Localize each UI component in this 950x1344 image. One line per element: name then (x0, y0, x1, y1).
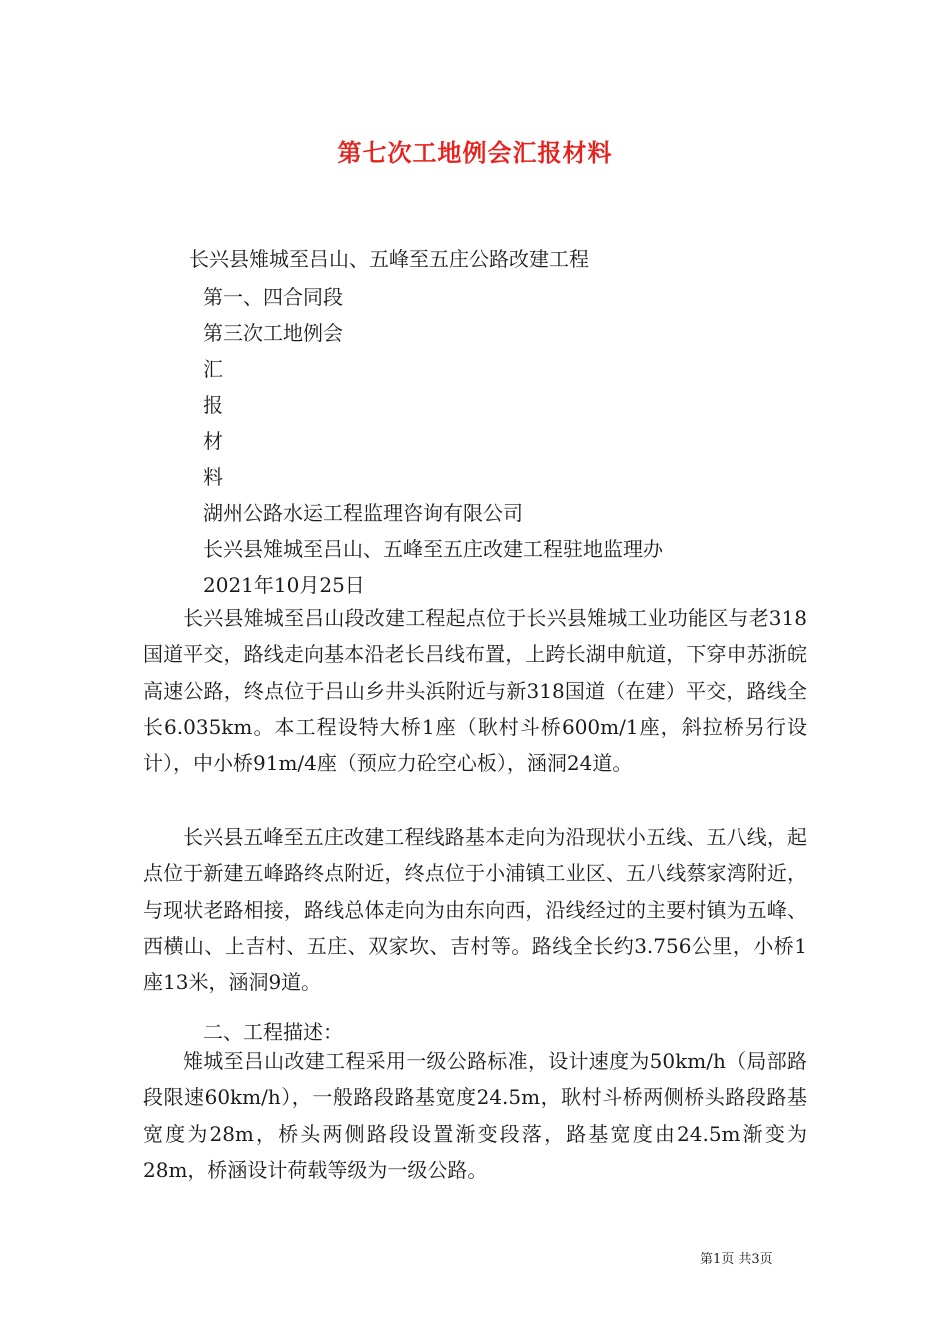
page-number: 第1页 共3页 (700, 1252, 773, 1267)
cover-date: 2021年10月25日 (203, 573, 365, 597)
cover-meeting: 第三次工地例会 (203, 321, 343, 345)
cover-supervision-office: 长兴县雉城至吕山、五峰至五庄改建工程驻地监理办 (203, 537, 663, 561)
document-title: 第七次工地例会汇报材料 (337, 139, 613, 167)
cover-vertical-char: 报 (203, 393, 223, 417)
cover-vertical-char: 材 (203, 429, 223, 453)
section-heading: 二、工程描述： (203, 1020, 343, 1044)
cover-vertical-char: 料 (203, 465, 223, 489)
cover-project-name: 长兴县雉城至吕山、五峰至五庄公路改建工程 (189, 247, 589, 271)
cover-contract-section: 第一、四合同段 (203, 285, 343, 309)
paragraph-project-2: 长兴县五峰至五庄改建工程线路基本走向为沿现状小五线、五八线，起点位于新建五峰路终点附近，终点位于小浦镇工业区、五八线蔡家湾附近，与现状老路相接，路线总体走向为由东向西，沿线经过的主要村镇为五峰、西横山、上吉村、五庄、双家坎、吉村等。路线全长约3.756公里，小桥1座13米，涵洞9道。 (143, 825, 807, 995)
paragraph-description: 雉城至吕山改建工程采用一级公路标准，设计速度为50km/h（局部路段限速60km/h），一般路段路基宽度24.5m，耿村斗桥两侧桥头路段路基宽度为28m，桥头两侧路段设置渐变段落，路基宽度由24.5m渐变为28m，桥涵设计荷载等级为一级公路。 (143, 1049, 807, 1182)
cover-vertical-char: 汇 (203, 357, 223, 381)
cover-company: 湖州公路水运工程监理咨询有限公司 (203, 501, 523, 525)
paragraph-project-1: 长兴县雉城至吕山段改建工程起点位于长兴县雉城工业功能区与老318国道平交，路线走向基本沿老长吕线布置，上跨长湖申航道，下穿申苏浙皖高速公路，终点位于吕山乡井头浜附近与新318国道（在建）平交，路线全长6.035km。本工程设特大桥1座（耿村斗桥600m/1座，斜拉桥另行设计），中小桥91m/4座（预应力砼空心板），涵洞24道。 (143, 606, 807, 776)
